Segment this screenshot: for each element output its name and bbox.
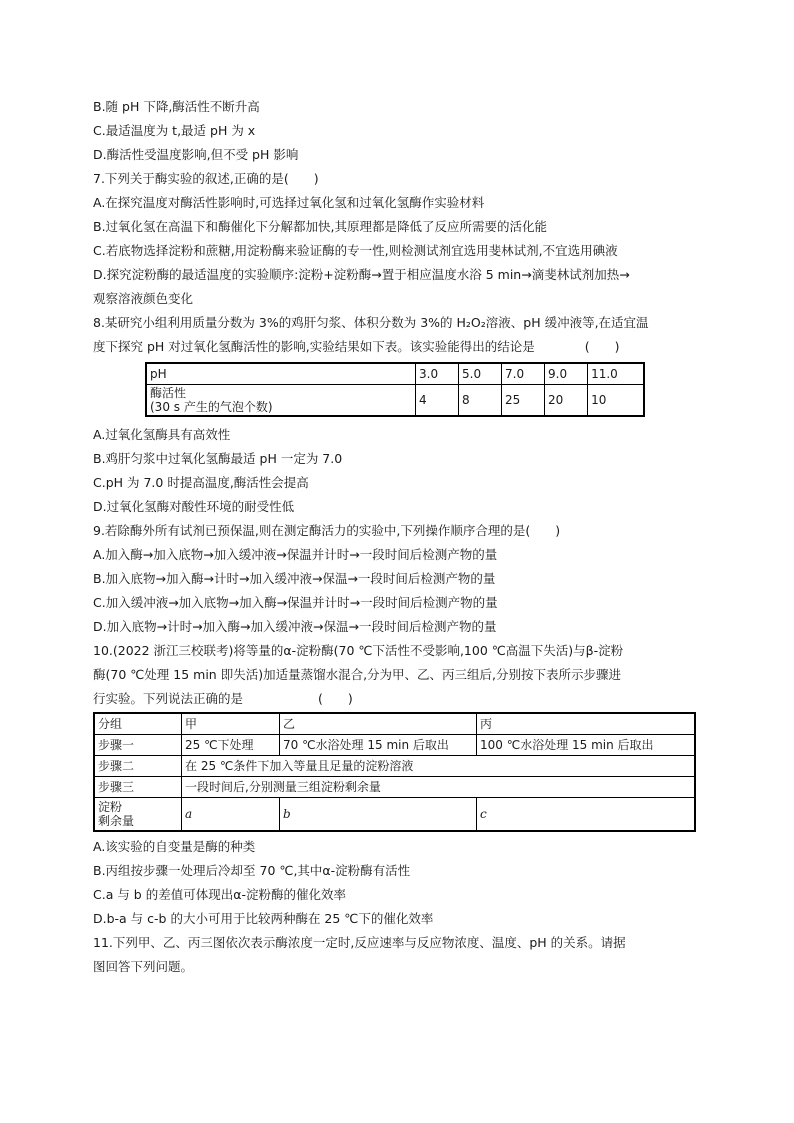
table-cell: 在 25 ℃条件下加入等量且足量的淀粉溶液: [182, 756, 696, 777]
q11-stem-line2: 图回答下列问题。: [93, 959, 194, 974]
table-row: [94, 756, 695, 777]
q7-stem: 7.下列关于酶实验的叙述,正确的是( ): [93, 171, 319, 186]
table-row: [94, 777, 695, 798]
table-row: [94, 713, 695, 735]
table-cell-text: 剩余量: [98, 814, 135, 828]
q8-option-d: D.过氧化氢酶对酸性环境的耐受性低: [93, 499, 295, 514]
q9-option-d: D.加入底物→计时→加入酶→加入缓冲液→保温→一段时间后检测产物的量: [93, 619, 497, 634]
q8-option-a: A.过氧化氢酶具有高效性: [93, 427, 231, 442]
table-cell: [146, 385, 416, 417]
table-cell: 乙: [280, 713, 477, 735]
table-cell: c: [477, 798, 696, 832]
table-cell-text: 淀粉: [98, 800, 123, 814]
q10-option-a: A.该实验的自变量是酶的种类: [93, 839, 256, 854]
q7-option-b: B.过氧化氢在高温下和酶催化下分解都加快,其原理都是降低了反应所需要的活化能: [93, 219, 548, 234]
q10-option-b: B.丙组按步骤一处理后冷却至 70 ℃,其中α-淀粉酶有活性: [93, 863, 411, 878]
table-cell: 分组: [94, 713, 182, 735]
table-cell-text: (30 s 产生的气泡个数): [150, 400, 273, 414]
table-row: [94, 735, 695, 756]
table-row: [146, 385, 644, 417]
table-cell: 25 ℃下处理: [182, 735, 280, 756]
q8-option-c: C.pH 为 7.0 时提高温度,酶活性会提高: [93, 475, 309, 490]
table-cell: 3.0: [416, 363, 459, 385]
table-cell: 7.0: [502, 363, 545, 385]
q6-option-d: D.酶活性受温度影响,但不受 pH 影响: [93, 147, 299, 162]
q7-option-c: C.若底物选择淀粉和蔗糖,用淀粉酶来验证酶的专一性,则检测试剂宜选用斐林试剂,不宜选用碘液: [93, 243, 618, 258]
q6-option-b: B.随 pH 下降,酶活性不断升高: [93, 99, 260, 114]
q10-stem-line2: 酶(70 ℃处理 15 min 即失活)加适量蒸馏水混合,分为甲、乙、丙三组后,分别按下表所示步骤进: [93, 667, 622, 682]
table-cell: 25: [502, 385, 545, 417]
table-cell: 5.0: [459, 363, 502, 385]
q7-option-d-line2: 观察溶液颜色变化: [93, 291, 194, 306]
table-cell: 甲: [182, 713, 280, 735]
table-cell-text: 酶活性: [150, 386, 187, 400]
table-cell: 100 ℃水浴处理 15 min 后取出: [477, 735, 696, 756]
q11-stem-line1: 11.下列甲、乙、丙三图依次表示酶浓度一定时,反应速率与反应物浓度、温度、pH 的关系。请据: [93, 935, 626, 950]
q10-option-d: D.b-a 与 c-b 的大小可用于比较两种酶在 25 ℃下的催化效率: [93, 911, 434, 926]
table-cell: 步骤三: [94, 777, 182, 798]
q9-option-c: C.加入缓冲液→加入底物→加入酶→保温并计时→一段时间后检测产物的量: [93, 595, 498, 610]
table-cell: 70 ℃水浴处理 15 min 后取出: [280, 735, 477, 756]
table-cell: 步骤二: [94, 756, 182, 777]
table-cell: 步骤一: [94, 735, 182, 756]
q9-option-a: A.加入酶→加入底物→加入缓冲液→保温并计时→一段时间后检测产物的量: [93, 547, 498, 562]
table-cell: 4: [416, 385, 459, 417]
q10-option-c: C.a 与 b 的差值可体现出α-淀粉酶的催化效率: [93, 887, 346, 902]
table-cell: 10: [588, 385, 644, 417]
table-cell: 丙: [477, 713, 696, 735]
table-cell: 11.0: [588, 363, 644, 385]
table-cell: 20: [545, 385, 588, 417]
table-row: [146, 363, 644, 385]
table-row: [94, 798, 695, 832]
table-cell: 一段时间后,分别测量三组淀粉剩余量: [182, 777, 696, 798]
table-cell: [94, 798, 182, 832]
q10-steps-table: [93, 712, 696, 832]
q6-option-c: C.最适温度为 t,最适 pH 为 x: [93, 123, 256, 138]
q10-stem-line1: 10.(2022 浙江三校联考)将等量的α-淀粉酶(70 ℃下活性不受影响,100 ℃高温下失活)与β-淀粉: [93, 643, 624, 658]
q7-option-a: A.在探究温度对酶活性影响时,可选择过氧化氢和过氧化氢酶作实验材料: [93, 195, 485, 210]
table-cell: 8: [459, 385, 502, 417]
table-cell: b: [280, 798, 477, 832]
table-cell: pH: [146, 363, 416, 385]
q8-option-b: B.鸡肝匀浆中过氧化氢酶最适 pH 一定为 7.0: [93, 451, 343, 466]
q9-option-b: B.加入底物→加入酶→计时→加入缓冲液→保温→一段时间后检测产物的量: [93, 571, 496, 586]
q8-stem-line2: 度下探究 pH 对过氧化氢酶活性的影响,实验结果如下表。该实验能得出的结论是 ( ): [93, 339, 620, 354]
table-cell: a: [182, 798, 280, 832]
q10-stem-line3: 行实验。下列说法正确的是 ( ): [93, 691, 353, 706]
q9-stem: 9.若除酶外所有试剂已预保温,则在测定酶活力的实验中,下列操作顺序合理的是( ): [93, 523, 561, 538]
q8-stem-line1: 8.某研究小组利用质量分数为 3%的鸡肝匀浆、体积分数为 3%的 H₂O₂溶液、pH 缓冲液等,在适宜温: [93, 315, 649, 330]
q7-option-d-line1: D.探究淀粉酶的最适温度的实验顺序:淀粉+淀粉酶→置于相应温度水浴 5 min→滴斐林试剂加热→: [93, 267, 630, 282]
table-cell: 9.0: [545, 363, 588, 385]
q8-ph-table: [145, 362, 645, 417]
